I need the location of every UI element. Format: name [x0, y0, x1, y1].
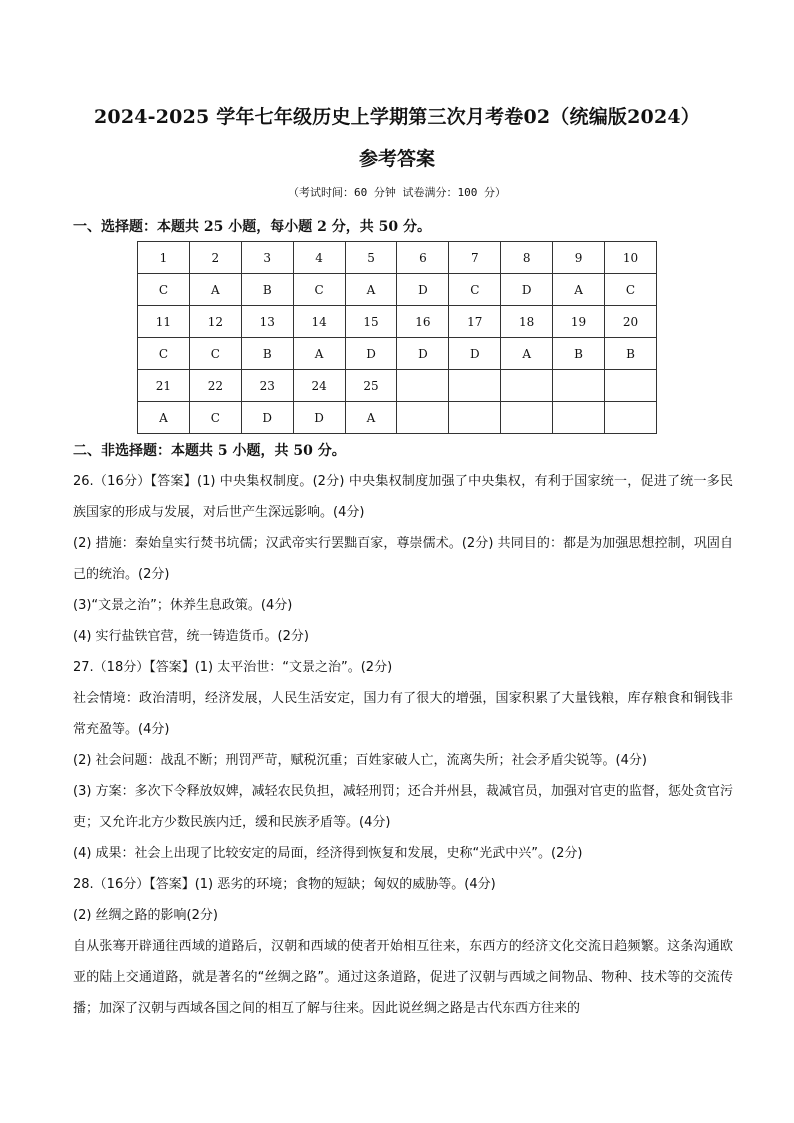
- answer-paragraph: (2) 丝绸之路的影响(2分): [73, 908, 218, 923]
- answer-row: [138, 274, 657, 306]
- answer-cell: B: [241, 338, 293, 370]
- question-number-cell: 9: [553, 242, 605, 274]
- answer-row: [138, 402, 657, 434]
- answer-cell: C: [189, 338, 241, 370]
- section-2-title: 二、非选择题：本题共 5 小题，共 50 分。: [73, 443, 346, 459]
- question-number-cell: 23: [241, 370, 293, 402]
- question-number-cell: 4: [293, 242, 345, 274]
- answer-cell: C: [605, 274, 657, 306]
- answer-cell: [553, 402, 605, 434]
- answer-paragraph: (4) 成果：社会上出现了比较安定的局面，经济得到恢复和发展，史称“光武中兴”。(2分): [73, 846, 583, 861]
- question-number-cell: 25: [345, 370, 397, 402]
- answer-cell: A: [345, 274, 397, 306]
- question-number-cell: 14: [293, 306, 345, 338]
- question-number-cell: 20: [605, 306, 657, 338]
- answer-paragraph: (3) 方案：多次下令释放奴婢，减轻农民负担，减轻刑罚；还合并州县，裁减官员，加强对官吏的监督，惩处贪官污吏；又允许北方少数民族内迁，缓和民族矛盾等。(4分): [73, 784, 733, 830]
- answer-row: [138, 338, 657, 370]
- question-number-cell: [501, 370, 553, 402]
- question-number-cell: 7: [449, 242, 501, 274]
- answer-cell: D: [397, 338, 449, 370]
- answer-cell: A: [553, 274, 605, 306]
- question-number-cell: 6: [397, 242, 449, 274]
- answer-cell: D: [397, 274, 449, 306]
- answer-cell: A: [138, 402, 190, 434]
- answer-paragraph: 26.（16分）【答案】(1) 中央集权制度。(2分) 中央集权制度加强了中央集权，有利于国家统一，促进了统一多民族国家的形成与发展，对后世产生深远影响。(4分): [73, 474, 733, 520]
- answer-cell: A: [501, 338, 553, 370]
- question-number-row: [138, 370, 657, 402]
- question-number-cell: [553, 370, 605, 402]
- answer-cell: D: [293, 402, 345, 434]
- answer-cell: D: [241, 402, 293, 434]
- question-number-cell: 13: [241, 306, 293, 338]
- answer-paragraph: (4) 实行盐铁官营，统一铸造货币。(2分): [73, 629, 309, 644]
- document-title: 2024-2025 学年七年级历史上学期第三次月考卷02（统编版2024）: [94, 106, 700, 128]
- question-number-cell: [605, 370, 657, 402]
- answer-paragraph: 自从张骞开辟通往西域的道路后，汉朝和西域的使者开始相互往来，东西方的经济文化交流日趋频繁。这条沟通欧亚的陆上交通道路，就是著名的“丝绸之路”。通过这条道路，促进了汉朝与西域之间物品、物种、技术等的交流传播；加深了汉朝与西域各国之间的相互了解与往来。因此说丝绸之路是古代东西方往来的: [73, 939, 733, 1016]
- answer-paragraph: 社会情境：政治清明，经济发展，人民生活安定，国力有了很大的增强，国家积累了大量钱粮，库存粮食和铜钱非常充盈等。(4分): [73, 691, 733, 737]
- question-number-cell: 18: [501, 306, 553, 338]
- answer-cell: B: [241, 274, 293, 306]
- answer-cell: D: [345, 338, 397, 370]
- answer-paragraph: 28.（16分）【答案】(1) 恶劣的环境；食物的短缺；匈奴的威胁等。(4分): [73, 877, 496, 892]
- question-number-row: [138, 306, 657, 338]
- answer-cell: B: [605, 338, 657, 370]
- question-number-cell: 22: [189, 370, 241, 402]
- answer-paragraph: (3)“文景之治”；休养生息政策。(4分): [73, 598, 293, 613]
- answer-cell: D: [501, 274, 553, 306]
- answer-paragraph: 27.（18分）【答案】(1) 太平治世：“文景之治”。(2分): [73, 660, 393, 675]
- answer-cell: A: [345, 402, 397, 434]
- question-number-cell: 5: [345, 242, 397, 274]
- question-number-row: [138, 242, 657, 274]
- answer-paragraph: (2) 措施：秦始皇实行焚书坑儒；汉武帝实行罢黜百家，尊崇儒术。(2分) 共同目的：都是为加强思想控制，巩固自己的统治。(2分): [73, 536, 733, 582]
- question-number-cell: 21: [138, 370, 190, 402]
- answer-cell: C: [138, 338, 190, 370]
- answer-cell: [449, 402, 501, 434]
- exam-info: （考试时间：60 分钟 试卷满分：100 分）: [288, 186, 506, 199]
- answer-cell: [605, 402, 657, 434]
- answer-cell: C: [293, 274, 345, 306]
- answer-cell: A: [189, 274, 241, 306]
- answer-cell: [397, 402, 449, 434]
- question-number-cell: 17: [449, 306, 501, 338]
- question-number-cell: 8: [501, 242, 553, 274]
- answer-cell: C: [189, 402, 241, 434]
- question-number-cell: 19: [553, 306, 605, 338]
- question-number-cell: 2: [189, 242, 241, 274]
- question-number-cell: 10: [605, 242, 657, 274]
- question-number-cell: 1: [138, 242, 190, 274]
- answer-paragraph: (2) 社会问题：战乱不断；刑罚严苛，赋税沉重；百姓家破人亡，流离失所；社会矛盾尖锐等。(4分): [73, 753, 647, 768]
- question-number-cell: 3: [241, 242, 293, 274]
- non-choice-answers: [73, 466, 733, 1024]
- question-number-cell: [397, 370, 449, 402]
- document-subtitle: 参考答案: [358, 148, 435, 170]
- answer-cell: D: [449, 338, 501, 370]
- question-number-cell: 16: [397, 306, 449, 338]
- answer-cell: C: [138, 274, 190, 306]
- question-number-cell: 11: [138, 306, 190, 338]
- question-number-cell: 12: [189, 306, 241, 338]
- answer-cell: [501, 402, 553, 434]
- section-1-title: 一、选择题：本题共 25 小题，每小题 2 分，共 50 分。: [73, 219, 431, 235]
- answer-cell: A: [293, 338, 345, 370]
- question-number-cell: 24: [293, 370, 345, 402]
- answer-table-body: [138, 242, 657, 434]
- answer-table: [137, 241, 657, 434]
- question-number-cell: 15: [345, 306, 397, 338]
- answer-cell: B: [553, 338, 605, 370]
- answer-cell: C: [449, 274, 501, 306]
- question-number-cell: [449, 370, 501, 402]
